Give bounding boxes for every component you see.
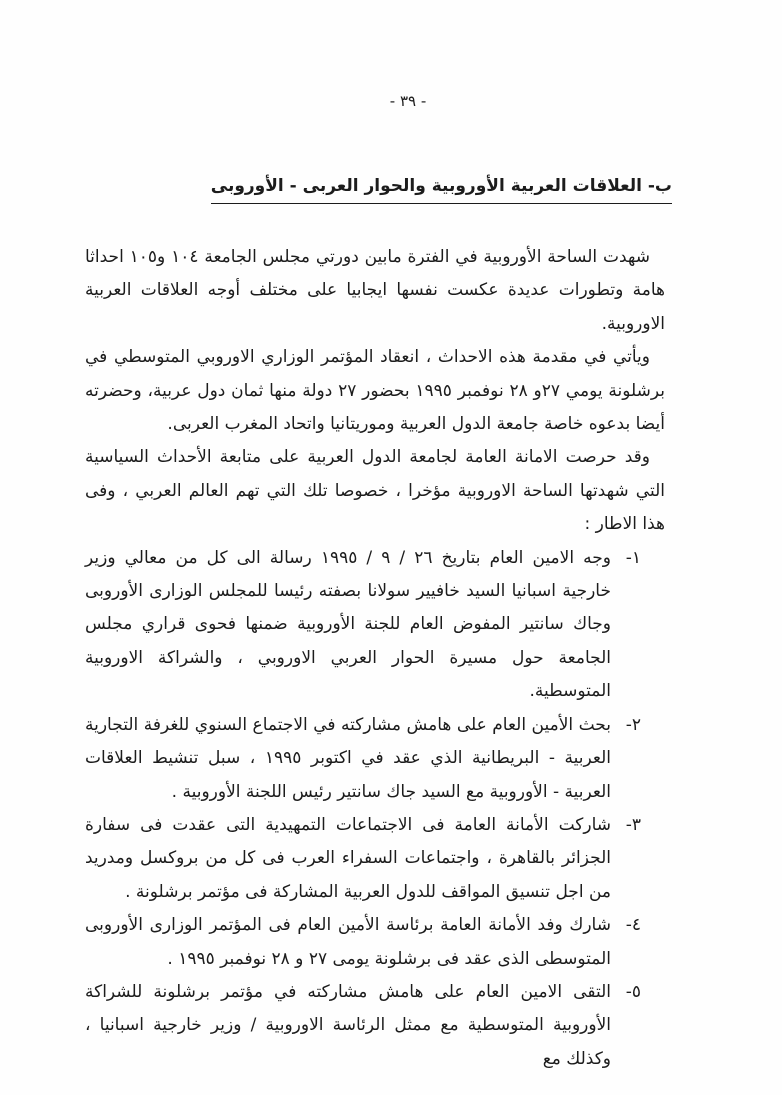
list-item-marker: ٤- [625, 915, 641, 936]
paragraph-intro-events: شهدت الساحة الأوروبية في الفترة مابين دورتي مجلس الجامعة ١٠٤ و١٠٥ احداثا هامة وتطورات عديدة عكست نفسها ايجابيا على مختلف أوجه العلاقات العربية الاوروبية. [85, 247, 665, 334]
numbered-list [85, 542, 665, 1077]
list-item [85, 976, 641, 1076]
list-item-text: شارك وفد الأمانة العامة برئاسة الأمين العام فى المؤتمر الوزارى الأوروبى المتوسطى الذى عقد فى برشلونة يومى ٢٧ و ٢٨ نوفمبر ١٩٩٥ . [85, 915, 611, 969]
page-number: - ٣٩ - [389, 92, 427, 110]
list-item [85, 809, 641, 909]
list-item [85, 542, 641, 709]
list-item [85, 709, 641, 809]
document-body [85, 241, 665, 1076]
list-item-marker: ١- [625, 547, 641, 568]
list-item-marker: ٢- [625, 714, 641, 735]
list-item-text: التقى الامين العام على هامش مشاركته في مؤتمر برشلونة للشراكة الأوروبية المتوسطية مع ممثل الرئاسة الاوروبية / وزير خارجية اسبانيا ، وكذلك مع [85, 981, 611, 1069]
list-item-text: شاركت الأمانة العامة فى الاجتماعات التمهيدية التى عقدت فى سفارة الجزائر بالقاهرة ، واجتماعات السفراء العرب فى كل من بروكسل ومدريد من اجل تنسيق المواقف للدول العربية المشاركة فى مؤتمر برشلونة . [85, 814, 611, 902]
list-item-text: بحث الأمين العام على هامش مشاركته في الاجتماع السنوي للغرفة التجارية العربية - البريطانية الذي عقد في اكتوبر ١٩٩٥ ، سبل تنشيط العلاقات العربية - الأوروبية مع السيد جاك سانتير رئيس اللجنة الأوروبية . [85, 714, 611, 802]
section-heading: ب- العلاقات العربية الأوروبية والحوار العربى - الأوروبى [211, 176, 672, 204]
list-item-marker: ٣- [625, 814, 641, 835]
section-heading-wrap [211, 176, 672, 204]
paragraph-barcelona-conference: ويأتي في مقدمة هذه الاحداث ، انعقاد المؤتمر الوزاري الاوروبي المتوسطي في برشلونة يومي ٢٧و ٢٨ نوفمبر ١٩٩٥ بحضور ٢٧ دولة منها ثمان دول عربية، وحضرته أيضا بدعوه خاصة جامعة الدول العربية وموريتانيا واتحاد المغرب العربى. [85, 347, 665, 435]
list-item-text: وجه الامين العام بتاريخ ٢٦ / ٩ / ١٩٩٥ رسالة الى كل من معالي وزير خارجية اسبانيا السيد خافيير سولانا بصفته رئيسا للمجلس الوزارى الأوروبى وجاك سانتير المفوض العام للجنة الأوروبية ضمنها فحوى قراري مجلس الجامعة حول مسيرة الحوار العربي الاوروبي ، والشراكة الاوروبية المتوسطية. [85, 547, 611, 702]
list-item [85, 909, 641, 976]
list-item-marker: ٥- [625, 981, 641, 1002]
paragraph-secretariat-follow-up: وقد حرصت الامانة العامة لجامعة الدول العربية على متابعة الأحداث السياسية التي شهدتها الساحة الاوروبية مؤخرا ، خصوصا تلك التي تهم العالم العربي ، وفى هذا الاطار : [85, 447, 665, 535]
